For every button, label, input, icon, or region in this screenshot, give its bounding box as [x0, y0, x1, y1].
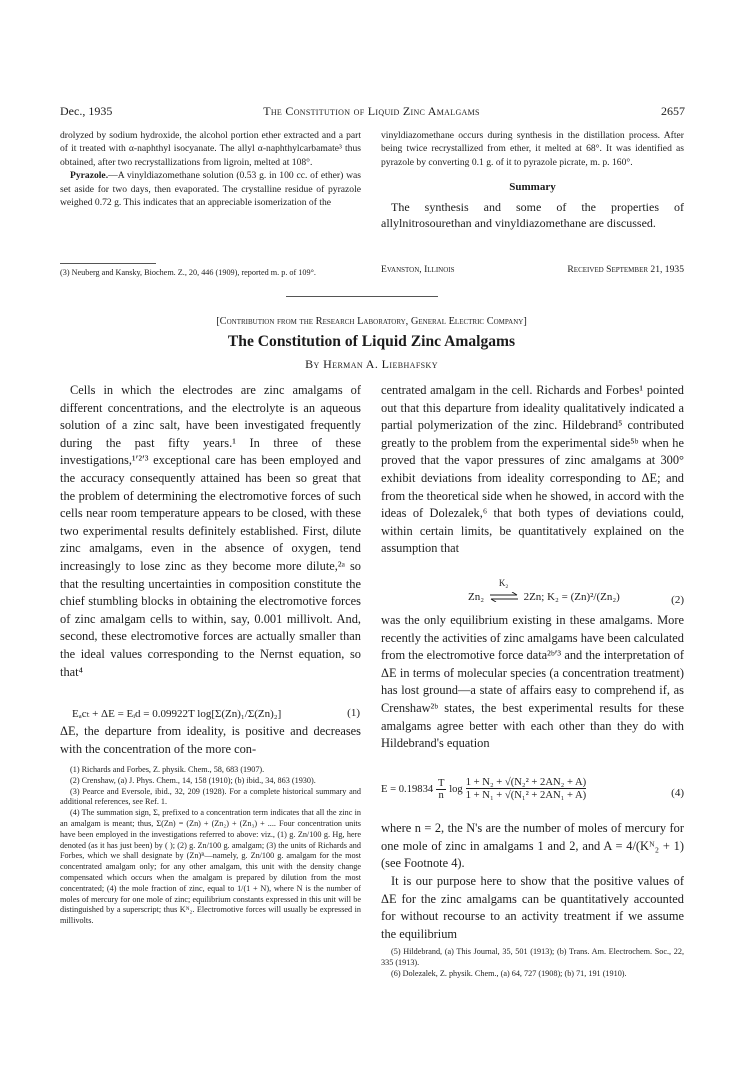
equation-4-numerator: 1 + N₂ + √(N₂² + 2AN₂ + A)	[465, 777, 587, 788]
right-paragraph-2: was the only equilibrium existing in these amalgams. More recently the activities of zinc amalgams have been calculated from the electromotive force data²ᵇ′³ and the interpretation of ΔE in terms of molecular species (a concentration treatment) has lost ground—a state of affairs easy to comprehend if, as Crenshaw²ᵇ states, the best experimental results for these amalgams agree better with each other than they do with Hildebrand's equation	[381, 613, 684, 751]
prev-article-right: vinyldiazomethane occurs during synthesis in the distillation process. After being twice recrystallized from ether, it melted at 68°. It was identified as pyrazole by converting 0.1 g. of it to pyrazole picrate, m. p. 160°.	[381, 130, 684, 168]
footnote-item: (1) Richards and Forbes, Z. physik. Chem., 58, 683 (1907).	[70, 765, 265, 774]
header-date: Dec., 1935	[60, 104, 113, 118]
footnote-3: (3) Neuberg and Kansky, Biochem. Z., 20, 446 (1909), reported m. p. of 109°.	[60, 268, 316, 277]
footnote-item: (2) Crenshaw, (a) J. Phys. Chem., 14, 158 (1910); (b) ibid., 34, 863 (1930).	[70, 775, 316, 785]
right-footnotes	[381, 947, 684, 979]
received-date: Received September 21, 1935	[567, 264, 684, 275]
prev-paragraph-1: drolyzed by sodium hydroxide, the alcohol portion ether extracted and a part of it treated with α-naphthyl isocyanate. The allyl α-naphthylcarbamate³ thus obtained, after two recrystallizations from ligroin, melted at 108°.	[60, 130, 361, 168]
contribution-line: [Contribution from the Research Laboratory, General Electric Company]	[216, 316, 527, 327]
equation-2-number: (2)	[671, 594, 684, 606]
equation-4-lhs: E = 0.19834	[381, 783, 434, 795]
summary-text: The synthesis and some of the properties of allylnitrosourethan and vinyldiazomethane are discussed.	[381, 200, 684, 231]
equation-4-log: log	[449, 783, 463, 795]
right-paragraph-1: centrated amalgam in the cell. Richards and Forbes¹ pointed out that this departure from ideality qualitatively indicated a partial polymerization of the zinc. Hildebrand⁵ contributed greatly to the problem from the experimental side⁵ᵇ when he proved that the vapor pressures of zinc amalgams at 300° exhibit deviations from ideality corresponding to ΔE; and from the theoretical side when he showed, in accord with the ideas of Dolezalek,⁶ that both types of deviations could, within certain limits, be quantitatively explained on the assumption that	[381, 383, 684, 556]
equation-2-rhs: 2Zn; K₂ = (Zn)²/(Zn₂)	[523, 591, 620, 603]
page-number: 2657	[661, 104, 685, 118]
equation-4-number: (4)	[671, 787, 684, 799]
footnote-item: (4) The summation sign, Σ, prefixed to a concentration term indicates that all the zinc in an amalgam is meant; thus, Σ(Zn) = (Zn) + (Zn₂) + (Zn₃) + .... Four concentration units have been employed in the investigations referred to above: viz., (1) g. Zn/100 g. Hg, here denoted (as it has just been) by ( ); (2) g. Zn/100 g. amalgam; (3) the units of Richards and Forbes, which we shall designate by (Zn)ᴿ—namely, g. Zn/100 g. amalgam for the most concentrated amalgam only; for any other amalgam, this unit with the density change compensated which occurs when the amalgam is prepared by dilution from the most concentrated; (4) the mole fraction of zinc, equal to 1/(1 + N), where N is the number of moles of mercury for one mole of zinc; equilibrium constants expressed in this unit will be distinguished by a superscript; thus Kᴺ₂. Electromotive forces will usually be expressed in millivolts.	[60, 808, 361, 926]
prev-article-left	[60, 129, 361, 209]
right-paragraph-3: where n = 2, the N's are the number of moles of mercury for one mole of zinc in amalgams 1 and 2, and A = 4/(Kᴺ₂ + 1)(see Footnote 4).	[381, 821, 684, 871]
article-title: The Constitution of Liquid Zinc Amalgams	[227, 333, 516, 350]
equation-1-number: (1)	[347, 707, 360, 719]
footnote-item: (5) Hildebrand, (a) This Journal, 35, 501 (1913); (b) Trans. Am. Electrochem. Soc., 22, 335 (1913).	[381, 947, 684, 967]
affiliation-location: Evanston, Illinois	[381, 264, 455, 275]
byline: By Herman A. Liebhafsky	[305, 357, 438, 371]
equation-4-denominator: 1 + N₁ + √(N₁² + 2AN₁ + A)	[465, 790, 587, 801]
equation-2-arrow-label: K₂	[498, 578, 509, 588]
pyrazole-text: —A vinyldiazomethane solution (0.53 g. in 100 cc. of ether) was set aside for two days, then evaporated. The crystalline residue of pyrazole weighed 0.72 g. This indicates that an appreciable isomerization of the	[60, 170, 361, 209]
footnote-item: (6) Dolezalek, Z. physik. Chem., (a) 64, 727 (1908); (b) 71, 191 (1910).	[391, 968, 627, 978]
left-paragraph-2: ΔE, the departure from ideality, is positive and decreases with the concentration of the more con-	[60, 724, 361, 756]
equation-2-lhs: Zn₂	[468, 591, 485, 603]
pyrazole-lead: Pyrazole.	[70, 170, 109, 182]
prev-paragraph-pyrazole	[60, 169, 361, 209]
equation-4-fraction	[466, 777, 586, 801]
equation-4-T: T	[437, 777, 445, 789]
summary-heading: Summary	[509, 181, 556, 193]
running-title: The Constitution of Liquid Zinc Amalgams	[263, 104, 480, 118]
footnote-item: (3) Pearce and Eversole, ibid., 32, 209 (1928). For a complete historical summary and additional references, see Ref. 1.	[60, 786, 361, 807]
equation-1: Eₐcₜ + ΔE = Eᵢd = 0.09922T log[Σ(Zn)₁/Σ(Zn)₂]	[72, 708, 282, 720]
equation-2	[468, 578, 620, 603]
equation-4-n: n	[436, 789, 446, 801]
right-paragraph-4: It is our purpose here to show that the positive values of ΔE for the zinc amalgams can be quantitatively accounted for without recourse to an activity treatment if we assume the equilibrium	[381, 874, 684, 941]
left-footnotes	[60, 765, 361, 927]
equilibrium-arrow-icon	[489, 578, 519, 603]
footnote-rule	[60, 263, 156, 264]
left-paragraph-1: Cells in which the electrodes are zinc amalgams of different concentrations, and the electrolyte is an aqueous solution of a zinc salt, have been investigated frequently during the past fifty years.¹ In three of these investigations,¹′²′³ exceptional care has been employed and the accuracy consequently attained has been so great that the problem of determining the electromotive forces of such cells near room temperature appears to be closed, with these two experimental results definitely established. First, dilute zinc amalgams, even in the absence of oxygen, tend increasingly to lose zinc as they become more dilute,²ᵃ so that the resulting uncertainties in composition constitute the chief stumbling blocks in obtaining the electromotive forces of zinc amalgam cells to within, say, 0.001 millivolt. And, second, these electromotive forces are actually smaller than the ideal values corresponding to the Nernst equation, so that⁴	[60, 383, 361, 679]
article-divider	[286, 296, 438, 297]
equation-4-t-over-n	[436, 778, 446, 801]
equation-4	[381, 777, 586, 801]
